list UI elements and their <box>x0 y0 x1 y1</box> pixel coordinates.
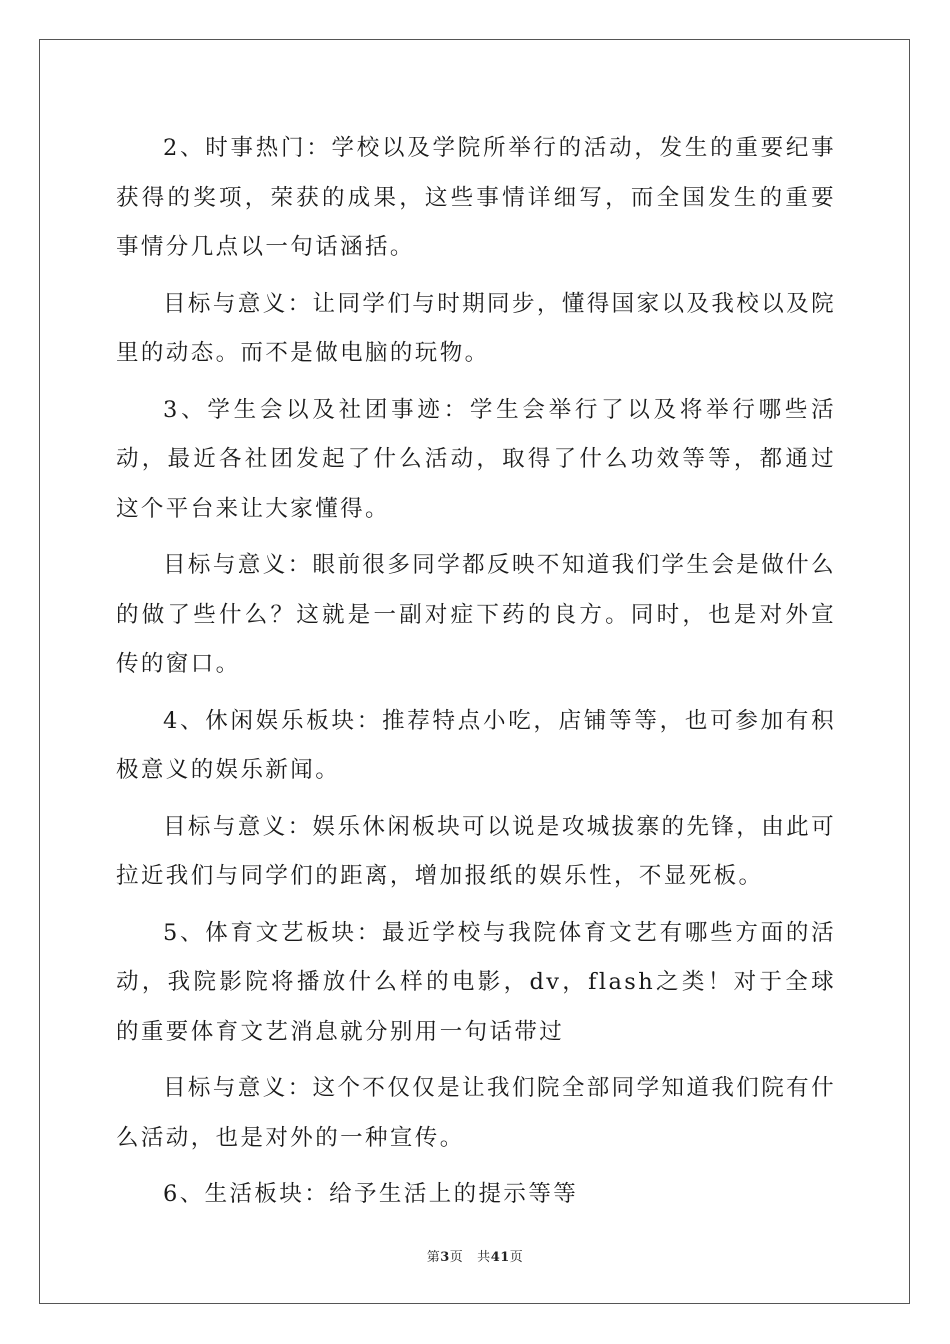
paragraph-goal-5: 目标与意义：这个不仅仅是让我们院全部同学知道我们院有什么活动，也是对外的一种宣传。 <box>116 1075 836 1151</box>
document-body <box>116 124 836 1227</box>
page-number: 3 <box>440 1250 450 1265</box>
paragraph-goal-2: 目标与意义：让同学们与时期同步，懂得国家以及我校以及院里的动态。而不是做电脑的玩物。 <box>116 290 836 366</box>
total-pages: 41 <box>490 1250 510 1265</box>
total-prefix: 共 <box>477 1250 491 1265</box>
total-suffix: 页 <box>509 1250 524 1265</box>
paragraph-item-5: 5、体育文艺板块：最近学校与我院体育文艺有哪些方面的活动，我院影院将播放什么样的电影，dv，flash之类！对于全球的重要体育文艺消息就分别用一句话带过 <box>116 919 836 1045</box>
paragraph-item-3: 3、学生会以及社团事迹：学生会举行了以及将举行哪些活动，最近各社团发起了什么活动，取得了什么功效等等，都通过这个平台来让大家懂得。 <box>116 396 836 522</box>
page-suffix: 页 <box>449 1250 464 1265</box>
paragraph-item-2: 2、时事热门：学校以及学院所举行的活动，发生的重要纪事获得的奖项，荣获的成果，这些事情详细写，而全国发生的重要事情分几点以一句话涵括。 <box>116 135 836 260</box>
paragraph-item-6: 6、生活板块：给予生活上的提示等等 <box>163 1181 579 1207</box>
paragraph-goal-3: 目标与意义：眼前很多同学都反映不知道我们学生会是做什么的做了些什么？这就是一副对症下药的良方。同时，也是对外宣传的窗口。 <box>116 552 836 677</box>
paragraph-goal-4: 目标与意义：娱乐休闲板块可以说是攻城拔寨的先锋，由此可拉近我们与同学们的距离，增加报纸的娱乐性，不显死板。 <box>116 813 836 889</box>
paragraph-item-4: 4、休闲娱乐板块：推荐特点小吃，店铺等等，也可参加有积极意义的娱乐新闻。 <box>116 707 836 783</box>
page-prefix: 第 <box>426 1250 441 1265</box>
page-footer <box>0 1246 950 1265</box>
